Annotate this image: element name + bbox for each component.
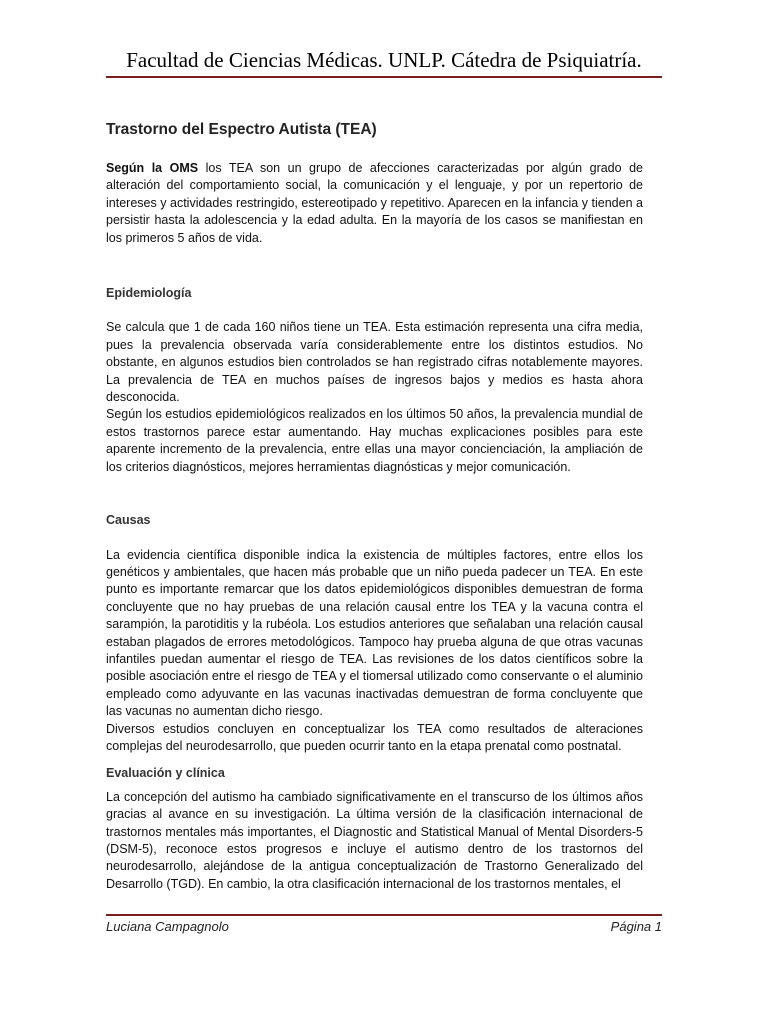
section-heading-evaluacion: Evaluación y clínica <box>106 766 225 781</box>
evaluacion-paragraph-1: La concepción del autismo ha cambiado significativamente en el transcurso de los últimos años gracias al avance en su investigación. La última versión de la clasificación internacional de trastornos mentales más importantes, el Diagnostic and Statistical Manual of Mental Disorders-5 (DSM-5), reconoce estos progresos e incluye el autismo dentro de los trastornos del neurodesarrollo, alejándose de la antigua conceptualización de Trastorno Generalizado del Desarrollo (TGD). En cambio, la otra clasificación internacional de los trastornos mentales, el <box>106 789 643 891</box>
intro-text: los TEA son un grupo de afecciones caracterizadas por algún grado de alteración del comportamiento social, la comunicación y el lenguaje, y por un repertorio de intereses y actividades restringido, estereotipado y repetitivo. Aparecen en la infancia y tienden a persistir hasta la adolescencia y la edad adulta. En la mayoría de los casos se manifiestan en los primeros 5 años de vida. <box>106 161 643 245</box>
section-heading-causas: Causas <box>106 513 151 528</box>
causas-paragraph-2: Diversos estudios concluyen en conceptualizar los TEA como resultados de alteraciones complejas del neurodesarrollo, que pueden ocurrir tanto en la etapa prenatal como postnatal. <box>106 721 643 753</box>
footer-page-number: Página 1 <box>610 919 662 934</box>
epidemiologia-paragraph-1: Se calcula que 1 de cada 160 niños tiene un TEA. Esta estimación representa una cifra media, pues la prevalencia observada varía considerablemente entre los distintos estudios. No obstante, en algunos estudios bien controlados se han registrado cifras notablemente mayores. La prevalencia de TEA en muchos países de ingresos bajos y medios es hasta ahora desconocida. <box>106 320 643 405</box>
causas-paragraph-1: La evidencia científica disponible indica la existencia de múltiples factores, entre ellos los genéticos y ambientales, que hacen más probable que un niño pueda padecer un TEA. En este punto es importante remarcar que los datos epidemiológicos disponibles demuestran de forma concluyente que no hay pruebas de una relación causal entre los TEA y la vacuna contra el sarampión, la parotiditis y la rubéola. Los estudios anteriores que señalaban una relación causal estaban plagados de errores metodológicos. Tampoco hay prueba alguna de que otras vacunas infantiles puedan aumentar el riesgo de TEA. Las revisiones de los datos científicos sobre la posible asociación entre el riesgo de TEA y el tiomersal utilizado como conservante o el aluminio empleado como adyuvante en las vacunas inactivadas demuestran de forma concluyente que las vacunas no aumentan dicho riesgo. <box>106 547 643 719</box>
section-heading-epidemiologia: Epidemiología <box>106 286 192 301</box>
header-divider <box>106 76 662 78</box>
document-title: Trastorno del Espectro Autista (TEA) <box>106 121 377 138</box>
intro-paragraph <box>106 160 643 247</box>
footer-author: Luciana Campagnolo <box>106 919 229 934</box>
footer-divider <box>106 914 662 916</box>
document-body <box>106 120 643 893</box>
page-header-title: Facultad de Ciencias Médicas. UNLP. Cátedra de Psiquiatría. <box>126 48 642 72</box>
intro-lead: Según la OMS <box>106 161 199 175</box>
epidemiologia-paragraph-2: Según los estudios epidemiológicos realizados en los últimos 50 años, la prevalencia mundial de estos trastornos parece estar aumentando. Hay muchas explicaciones posibles para este aparente incremento de la prevalencia, entre ellas una mayor concienciación, la ampliación de los criterios diagnósticos, mejores herramientas diagnósticas y mejor comunicación. <box>106 407 643 474</box>
